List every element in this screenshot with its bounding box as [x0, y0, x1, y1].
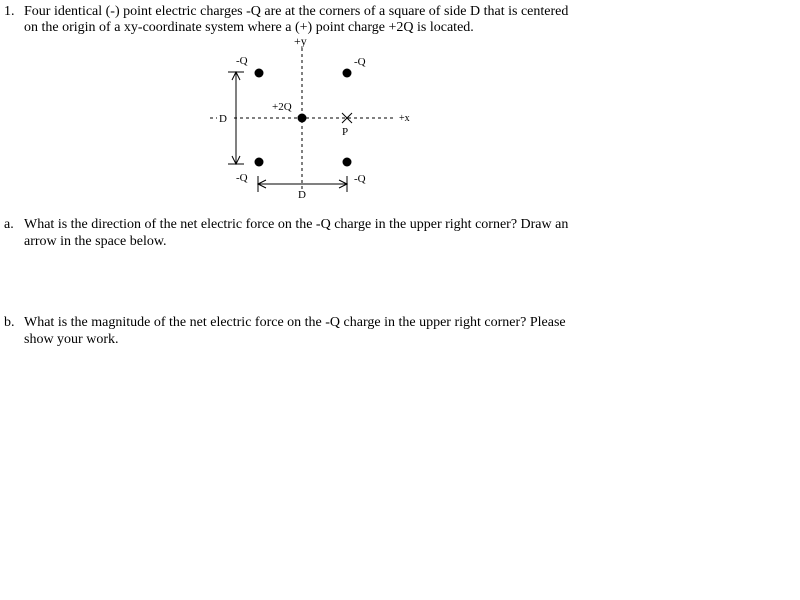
charge-lower-left — [255, 158, 264, 167]
label-lower-left: -Q — [236, 172, 248, 184]
y-axis-label: +y — [294, 34, 307, 48]
part-a-line1: What is the direction of the net electric force on the -Q charge in the upper right corner? Draw an — [24, 217, 569, 232]
part-b-letter: b. — [4, 315, 15, 330]
dim-left-label: D — [219, 113, 227, 125]
charge-center — [298, 114, 307, 123]
dim-bottom-label: D — [298, 189, 306, 201]
charge-lower-right — [343, 158, 352, 167]
label-center: +2Q — [272, 101, 292, 113]
question-text-line2: on the origin of a xy-coordinate system where a (+) point charge +2Q is located. — [24, 20, 474, 35]
label-lower-right: -Q — [354, 173, 366, 185]
point-p-label: P — [342, 126, 349, 138]
question-number: 1. — [4, 4, 15, 19]
question-text-line1: Four identical (-) point electric charges -Q are at the corners of a square of side D that is centered — [24, 4, 569, 19]
part-a-letter: a. — [4, 217, 14, 232]
part-b-line1: What is the magnitude of the net electric force on the -Q charge in the upper right corner? Please — [24, 315, 566, 330]
charge-upper-left — [255, 69, 264, 78]
part-a-line2: arrow in the space below. — [24, 234, 167, 249]
label-upper-left: -Q — [236, 55, 248, 67]
x-axis-label: +x — [399, 113, 410, 124]
label-upper-right: -Q — [354, 56, 366, 68]
part-b-line2: show your work. — [24, 332, 119, 347]
charge-upper-right — [343, 69, 352, 78]
